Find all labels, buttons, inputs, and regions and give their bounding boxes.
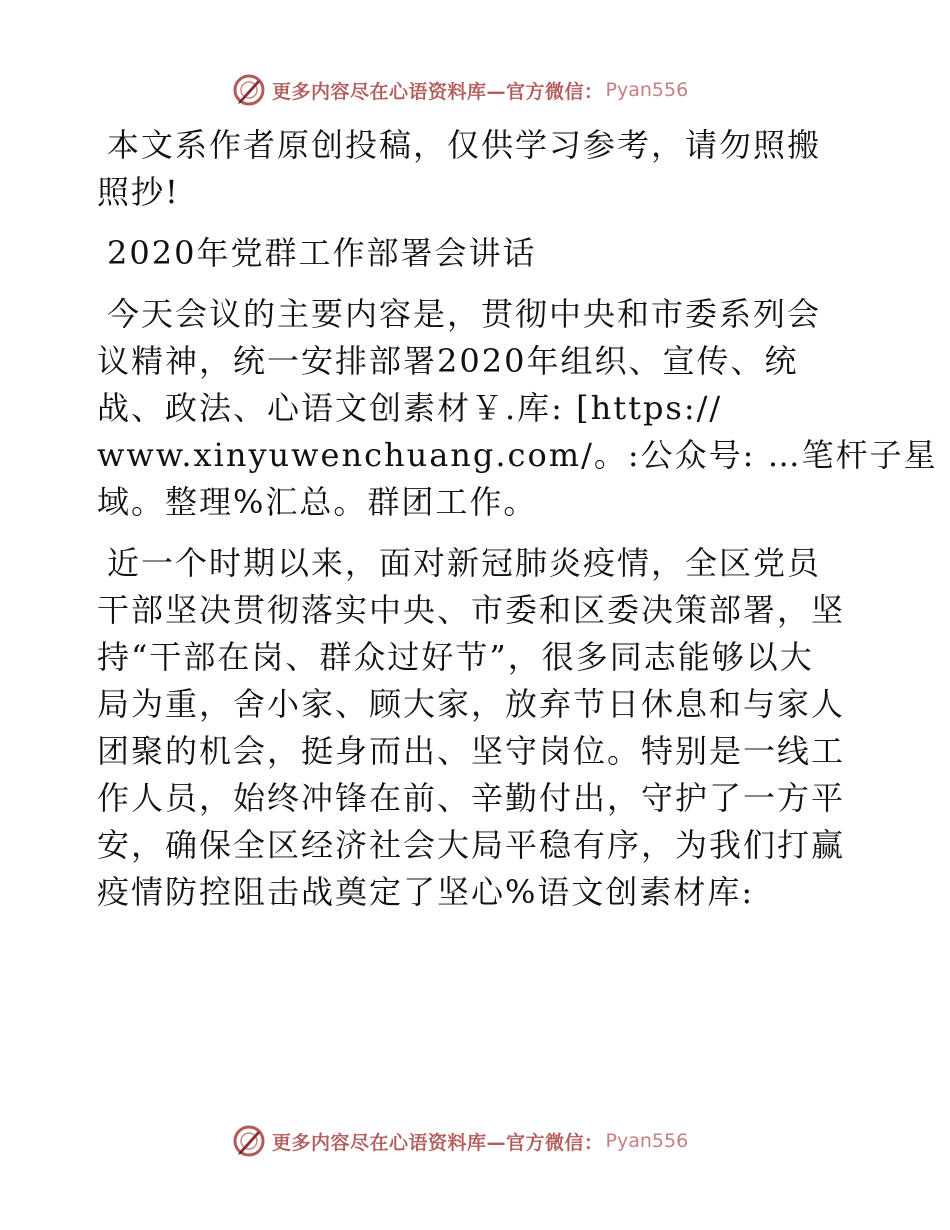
- text-line: 疫情防控阻击战奠定了坚心%语文创素材库:: [97, 873, 755, 911]
- paragraph-notice: [97, 122, 857, 216]
- text-line: 干部坚决贯彻落实中央、市委和区委决策部署，坚: [97, 591, 846, 629]
- text-line: 安，确保全区经济社会大局平稳有序，为我们打赢: [97, 826, 846, 864]
- pen-logo-icon: [232, 73, 266, 107]
- watermark-text: 更多内容尽在心语资料库—官方微信：: [272, 80, 604, 103]
- text-line: www.xinyuwenchuang.com/。:公众号: …笔杆子星: [97, 436, 938, 474]
- text-line: 今天会议的主要内容是，贯彻中央和市委系列会: [107, 295, 822, 333]
- watermark-contact: Pyan556: [605, 1130, 689, 1152]
- watermark-contact: Pyan556: [605, 79, 689, 101]
- text-line: 局为重，舍小家、顾大家，放弃节日休息和与家人: [97, 685, 846, 723]
- paragraph-intro: [97, 291, 938, 526]
- text-line: 持“干部在岗、群众过好节”，很多同志能够以大: [97, 638, 814, 676]
- paragraph-title: [97, 230, 857, 277]
- text-line: 作人员，始终冲锋在前、辛勤付出，守护了一方平: [97, 779, 846, 817]
- watermark-text: 更多内容尽在心语资料库—官方微信：: [272, 1131, 604, 1154]
- text-line: 近一个时期以来，面对新冠肺炎疫情，全区党员: [107, 544, 822, 582]
- text-line: 战、政法、心语文创素材￥.库: [https://: [97, 389, 723, 427]
- header-watermark: [232, 72, 712, 108]
- text-line: 域。整理%汇总。群团工作。: [97, 483, 538, 521]
- paragraph-body: [97, 540, 857, 916]
- footer-watermark: [232, 1123, 712, 1159]
- text-line: 团聚的机会，挺身而出、坚守岗位。特别是一线工: [97, 732, 846, 770]
- document-title: 2020年党群工作部署会讲话: [107, 234, 537, 272]
- text-line: 本文系作者原创投稿，仅供学习参考，请勿照搬: [107, 126, 822, 164]
- document-body: [97, 122, 938, 930]
- text-line: 照抄!: [97, 173, 180, 211]
- pen-logo-icon: [232, 1124, 266, 1158]
- text-line: 议精神，统一安排部署2020年组织、宣传、统: [97, 342, 799, 380]
